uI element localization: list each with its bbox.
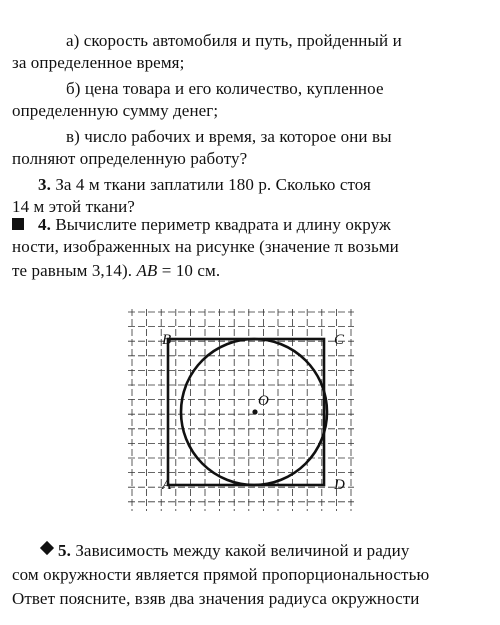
task-3-line [38,174,500,196]
text-line-2: за определенное время; [12,53,185,72]
task-3-number: 3. [38,175,51,194]
task-4-number: 4. [38,215,51,234]
text-line-11 [12,260,500,282]
center-label-o: O [258,393,269,409]
task-3-text: За 4 м ткани заплатили 180 р. Сколько стоя [55,175,371,194]
task-5-line [58,540,500,562]
task-5-number: 5. [58,541,71,560]
square-circle-figure [128,309,354,511]
vertex-label-c: C [334,332,345,348]
text-line-5: в) число рабочих и время, за которое они вы [66,127,392,146]
text-line-13: сом окружности является прямой пропорциональностью [12,565,430,584]
text-line-14: Ответ поясните, взяв два значения радиуса окружности [12,589,420,608]
text-line-11-a: те равным 3,14). [12,261,133,280]
text-line-8: 14 м этой ткани? [12,197,135,216]
vertex-label-b: B [162,332,172,348]
text-line-3: б) цена товара и его количество, купленное [66,79,384,98]
text-line-4: определенную сумму денег; [12,101,219,120]
vertex-label-d: D [334,477,345,493]
vertex-label-a: A [162,477,172,493]
text-line-6: полняют определенную работу? [12,149,248,168]
task-4-line [38,214,500,236]
task-5-text: Зависимость между какой величиной и радиу [75,541,410,560]
text-line-10: ности, изображенных на рисунке (значение π возьми [12,237,399,256]
center-point-o [252,409,257,414]
task-4-text: Вычислите периметр квадрата и длину окруж [55,215,391,234]
segment-ab-label: AB [136,261,158,280]
filled-square-icon [12,218,24,230]
square-abcd [168,339,324,485]
text-line-1: а) скорость автомобиля и путь, пройденный и [66,31,402,50]
filled-diamond-icon [40,541,54,555]
text-line-11-c: = 10 см. [161,261,221,280]
